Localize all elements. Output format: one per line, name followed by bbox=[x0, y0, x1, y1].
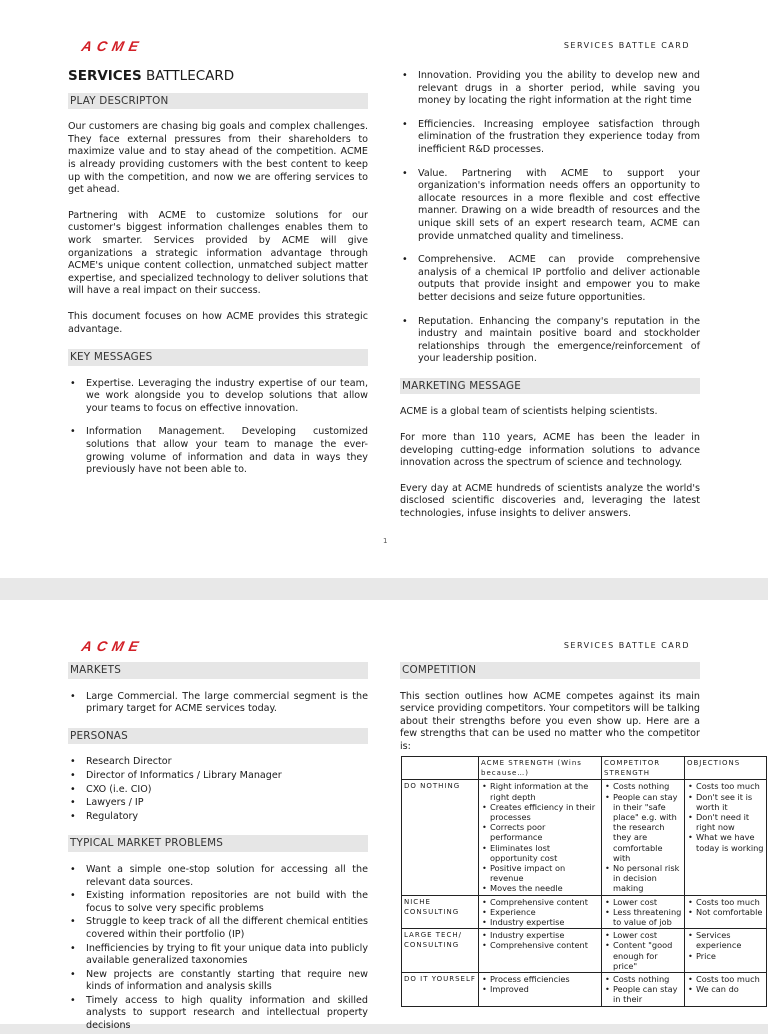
section-heading-personas: PERSONAS bbox=[68, 728, 368, 745]
running-header: SERVICES BATTLE CARD bbox=[563, 41, 690, 50]
table-cell bbox=[602, 895, 685, 929]
page-title: SERVICES BATTLECARD bbox=[68, 68, 235, 84]
table-row bbox=[402, 780, 767, 895]
cell-item: • Comprehensive content bbox=[481, 940, 599, 950]
paragraph: For more than 110 years, ACME has been the leader in developing cutting-edge information solutions to advance innovation across the spectrum of science and technology. bbox=[400, 432, 700, 469]
cell-item: • Costs nothing bbox=[604, 781, 682, 791]
list-item: • Inefficiencies by trying to fit your unique data into publicly available generalized taxonomies bbox=[68, 943, 368, 968]
paragraph: This section outlines how ACME competes against its main service providing competitors. Your competitors will be talking about their strengths before you even show up. Here are a few strengths that can be used no matter who the competitor is: bbox=[400, 690, 700, 752]
section-heading-markets: MARKETS bbox=[68, 662, 368, 679]
cell-item: • Creates efficiency in their processes bbox=[481, 802, 599, 822]
benefits-list bbox=[400, 70, 700, 366]
cell-item: • No personal risk in decision making bbox=[604, 863, 682, 894]
list-item: • Lawyers / IP bbox=[68, 797, 368, 810]
list-item: • Expertise. Leveraging the industry expertise of our team, we work alongside you to develop solutions that allow your teams to focus on effective innovation. bbox=[68, 378, 368, 416]
cell-item: • Corrects poor performance bbox=[481, 822, 599, 842]
table-cell bbox=[602, 929, 685, 973]
list-item: • CXO (i.e. CIO) bbox=[68, 784, 368, 797]
table-cell bbox=[479, 895, 602, 929]
right-column bbox=[400, 70, 700, 534]
list-item: • Struggle to keep track of all the different chemical entities covered within their portfolio (IP) bbox=[68, 916, 368, 941]
key-messages-list bbox=[68, 378, 368, 477]
cell-item: • People can stay in their "safe place" e.g. with the research they are comfortable with bbox=[604, 792, 682, 863]
row-label: DO NOTHING bbox=[402, 780, 479, 895]
list-item: • Existing information repositories are not build with the focus to solve very specific problems bbox=[68, 890, 368, 915]
acme-logo: ACME bbox=[80, 638, 145, 654]
table-cell bbox=[479, 973, 602, 1007]
cell-item: • Costs nothing bbox=[604, 974, 682, 984]
cell-item: • Experience bbox=[481, 907, 599, 917]
list-item: • Comprehensive. ACME can provide comprehensive analysis of a chemical IP portfolio and deliver actionable outputs that provide insight and empower you to make better decisions and seize future opportunities. bbox=[400, 254, 700, 304]
problems-list bbox=[68, 864, 368, 1033]
left-column bbox=[68, 70, 368, 489]
list-item: • Timely access to high quality information and skilled analysts to support research and intellectual property decisions bbox=[68, 995, 368, 1033]
paragraph: This document focuses on how ACME provides this strategic advantage. bbox=[68, 310, 368, 335]
cell-item: • Not comfortable bbox=[687, 907, 764, 917]
cell-item: • Industry expertise bbox=[481, 917, 599, 927]
cell-item: • Positive impact on revenue bbox=[481, 863, 599, 883]
row-label: NICHE CONSULTING bbox=[402, 895, 479, 929]
paragraph: Every day at ACME hundreds of scientists analyze the world's disclosed scientific discoveries and, leveraging the latest technologies, infuse insights to deliver answers. bbox=[400, 482, 700, 520]
cell-item: • Costs too much bbox=[687, 781, 764, 791]
table-cell bbox=[685, 895, 767, 929]
right-column bbox=[400, 662, 700, 767]
table-cell bbox=[479, 780, 602, 895]
running-header: SERVICES BATTLE CARD bbox=[563, 641, 690, 650]
cell-item: • Costs too much bbox=[687, 974, 764, 984]
competition-table-wrap bbox=[401, 756, 767, 1007]
markets-list bbox=[68, 691, 368, 716]
paragraph: ACME is a global team of scientists helping scientists. bbox=[400, 406, 658, 418]
table-cell bbox=[602, 973, 685, 1007]
acme-logo: ACME bbox=[80, 38, 145, 54]
table-cell bbox=[685, 973, 767, 1007]
cell-item: • Lower cost bbox=[604, 930, 682, 940]
table-header: ACME STRENGTH (Wins because…) bbox=[479, 757, 602, 780]
cell-item: • Lower cost bbox=[604, 897, 682, 907]
section-heading-problems: TYPICAL MARKET PROBLEMS bbox=[68, 835, 368, 852]
cell-item: • Eliminates lost opportunity cost bbox=[481, 843, 599, 863]
page-gap bbox=[0, 578, 768, 600]
cell-item: • Don't see it is worth it bbox=[687, 792, 764, 812]
paragraph: Our customers are chasing big goals and complex challenges. They face external pressures from their shareholders to maximize value and to stay ahead of the competition. ACME is already providing customers with the best content to keep up with the competition, and now we are offering services to get ahead. bbox=[68, 121, 368, 196]
list-item: • Reputation. Enhancing the company's reputation in the industry and maintain positive board and stockholder relationships through the emergence/reinforcement of your leadership position. bbox=[400, 316, 700, 366]
section-heading-key-messages: KEY MESSAGES bbox=[68, 349, 368, 366]
list-item: • New projects are constantly starting that require new kinds of information and analysis skills bbox=[68, 969, 368, 994]
row-label: DO IT YOURSELF bbox=[402, 973, 479, 1007]
paragraph: Partnering with ACME to customize solutions for our customer's biggest information challenges enables them to work smarter. Services provided by ACME will give organizations a strategic information advantage through ACME's unique content collection, unmatched subject matter expertise, and specialized technology to deliver solutions that will have a real impact on their success. bbox=[68, 209, 368, 297]
list-item: • Value. Partnering with ACME to support your organization's information needs offers an opportunity to allocate resources in a more flexible and cost effective manner. Drawing on a wide breadth of resources and the unique skill sets of an expert research team, ACME can provide unmatched quality and timeliness. bbox=[400, 168, 700, 244]
cell-item: • We can do bbox=[687, 984, 764, 994]
cell-item: • Content "good enough for price" bbox=[604, 940, 682, 971]
cell-item: • What we have today is working bbox=[687, 832, 764, 852]
left-column bbox=[68, 662, 368, 1034]
section-heading-competition: COMPETITION bbox=[400, 662, 700, 679]
cell-item: • Costs too much bbox=[687, 897, 764, 907]
table-row bbox=[402, 973, 767, 1007]
list-item: • Information Management. Developing customized solutions that allow your team to manage the ever-growing volume of information and data in ways they previously have not been able to. bbox=[68, 426, 368, 476]
table-header bbox=[402, 757, 479, 780]
list-item: • Regulatory bbox=[68, 811, 368, 824]
table-cell bbox=[479, 929, 602, 973]
list-item: • Innovation. Providing you the ability to develop new and relevant drugs in a shorter period, while saving you money by locating the right information at the right time bbox=[400, 70, 700, 108]
cell-item: • Comprehensive content bbox=[481, 897, 599, 907]
list-item: • Research Director bbox=[68, 756, 368, 769]
list-item: • Large Commercial. The large commercial segment is the primary target for ACME services today. bbox=[68, 691, 368, 716]
table-row bbox=[402, 895, 767, 929]
cell-item: • Industry expertise bbox=[481, 930, 599, 940]
table-cell bbox=[685, 780, 767, 895]
cell-item: • Moves the needle bbox=[481, 883, 599, 893]
section-heading-marketing: MARKETING MESSAGE bbox=[400, 378, 700, 395]
table-header-row bbox=[402, 757, 767, 780]
row-label: LARGE TECH/ CONSULTING bbox=[402, 929, 479, 973]
page-number: 1 bbox=[383, 537, 388, 545]
cell-item: • People can stay in their bbox=[604, 984, 682, 1004]
table-row bbox=[402, 929, 767, 973]
cell-item: • Don't need it right now bbox=[687, 812, 764, 832]
cell-item: • Price bbox=[687, 951, 764, 961]
competition-table bbox=[401, 756, 767, 1007]
document-page-2 bbox=[0, 600, 768, 1032]
cell-item: • Improved bbox=[481, 984, 599, 994]
cell-item: • Right information at the right depth bbox=[481, 781, 599, 801]
section-heading-play: PLAY DESCRIPTON bbox=[68, 93, 368, 110]
table-cell bbox=[602, 780, 685, 895]
cell-item: • Less threatening to value of job bbox=[604, 907, 682, 927]
list-item: • Want a simple one-stop solution for accessing all the relevant data sources. bbox=[68, 864, 368, 889]
cell-item: • Services experience bbox=[687, 930, 764, 950]
table-header: COMPETITOR STRENGTH bbox=[602, 757, 685, 780]
table-cell bbox=[685, 929, 767, 973]
list-item: • Director of Informatics / Library Manager bbox=[68, 770, 368, 783]
list-item: • Efficiencies. Increasing employee satisfaction through elimination of the frustration they experience today from inefficient R&D processes. bbox=[400, 119, 700, 157]
personas-list bbox=[68, 756, 368, 823]
cell-item: • Process efficiencies bbox=[481, 974, 599, 984]
table-header: OBJECTIONS bbox=[685, 757, 767, 780]
